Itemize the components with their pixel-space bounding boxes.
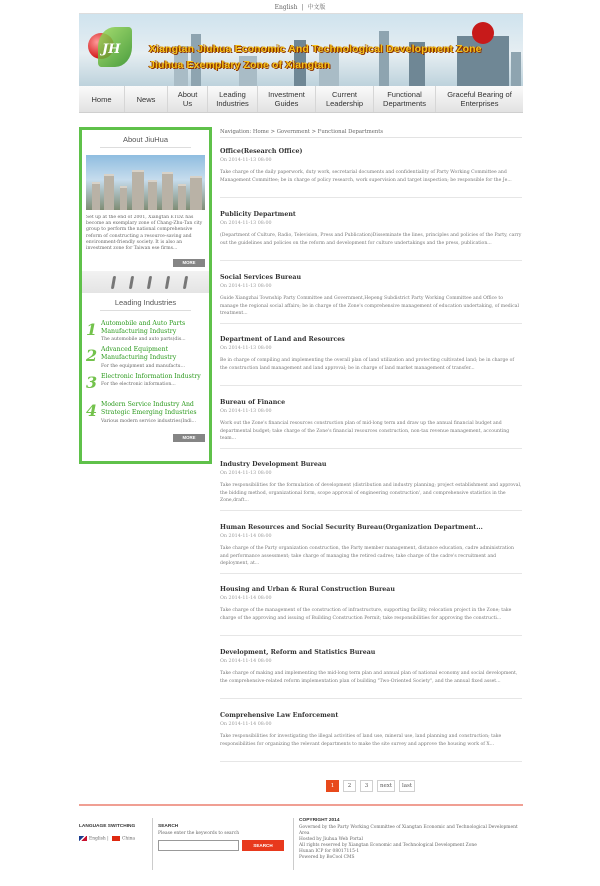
main-nav — [79, 86, 523, 113]
article-summary: Take charge of the Party organization construction, the Party member management, distance education, cadre administration and performance assessment; take charge of managing the retired cadres; take charge of the cadre's recruitment and deployment, at... — [220, 546, 514, 567]
article-divider — [220, 323, 522, 324]
pagination — [326, 780, 415, 792]
uk-flag-icon — [79, 836, 87, 841]
industry-desc: For the electronic information... — [101, 382, 176, 388]
article-item — [220, 586, 522, 636]
article-divider — [220, 448, 522, 449]
article-title-link[interactable]: Department of Land and Resources — [220, 336, 345, 343]
article-title-link[interactable]: Social Services Bureau — [220, 274, 302, 281]
article-divider — [220, 260, 522, 261]
industry-desc: Various modern service industries(Indi... — [101, 418, 196, 424]
article-item — [220, 274, 522, 324]
article-title-link[interactable]: Comprehensive Law Enforcement — [220, 712, 339, 719]
search-heading: SEARCH — [158, 824, 179, 829]
article-item — [220, 461, 522, 511]
article-item — [220, 399, 522, 449]
footer-separator — [293, 818, 294, 870]
photo-building — [190, 176, 202, 210]
copyright-line: All rights reserved by Xiangtan Economic and Technological Development Zone — [299, 843, 477, 849]
breadcrumb-divider — [220, 137, 522, 138]
about-text: Set up at the end of 2001, Xiangtan ETDZ has become an exemplary zone of Chang-Zhu-Tan city group to perform the national comprehensive reform of constructing a resource-saving and environment-friendly society. It is also an investment zone for Taiwan ese firms... — [86, 215, 203, 252]
industry-title-link[interactable]: Automobile and Auto Parts Manufacturing Industry — [101, 320, 186, 335]
industry-number: 3 — [86, 372, 98, 392]
industry-item — [86, 372, 205, 392]
china-footer-link[interactable]: China — [122, 836, 136, 842]
sidebar — [79, 127, 212, 464]
photo-building — [178, 184, 186, 210]
divider-mark — [147, 276, 152, 289]
page-3-button[interactable]: 3 — [360, 780, 373, 792]
article-date: On 2014-11-14 08:00 — [220, 534, 272, 539]
article-item — [220, 148, 522, 198]
article-summary: Be in charge of compiling and implementing the overall plan of land utilization and protecting cultivated land; be in charge of the construction land management and land approval; be in charge of land market management of transfer... — [220, 358, 515, 371]
logo-text: JH — [102, 42, 121, 57]
industry-title-link[interactable]: Advanced Equipment Manufacturing Industry — [101, 346, 177, 362]
english-footer-link[interactable]: English | — [89, 836, 109, 842]
nav-graceful-bearing[interactable]: Graceful Bearing of Enterprises — [447, 90, 512, 108]
nav-functional-departments[interactable]: Functional Departments — [374, 86, 436, 112]
page-1-button[interactable]: 1 — [326, 780, 339, 792]
search-section — [158, 818, 288, 870]
article-item — [220, 649, 522, 699]
city-photo[interactable] — [86, 155, 205, 210]
article-date: On 2014-11-13 08:00 — [220, 284, 272, 289]
nav-current-leadership[interactable]: Current Leadership — [316, 86, 374, 112]
industry-number: 2 — [86, 346, 98, 366]
photo-building — [162, 172, 173, 210]
industry-item — [86, 401, 205, 423]
industry-title-link[interactable]: Electronic Information Industry — [101, 372, 201, 380]
article-summary: Take charge of the management of the construction of infrastructure, supporting facility, relocation project in the Zone; take charge of the approving and issuing of Building Construction Permit; take responsibilities for approving the constructi... — [220, 608, 512, 621]
copyright-line: Hunan ICP for 08017115-1 — [299, 849, 360, 855]
heading-divider — [100, 310, 191, 311]
article-date: On 2014-11-13 08:00 — [220, 409, 272, 414]
article-item — [220, 211, 522, 261]
divider-mark — [165, 276, 170, 289]
language-switching-section — [79, 818, 149, 870]
footer-divider — [79, 804, 523, 806]
industry-item — [86, 346, 205, 368]
article-date: On 2014-11-14 08:00 — [220, 722, 272, 727]
photo-building — [120, 186, 127, 210]
copyright-line: Powered by BoCool CMS — [299, 855, 355, 861]
industry-item — [86, 320, 205, 342]
nav-news[interactable]: News — [125, 86, 168, 112]
search-button[interactable]: SEARCH — [242, 840, 284, 851]
nav-investment-guides[interactable]: Investment Guides — [258, 86, 316, 112]
industry-number: 4 — [86, 401, 98, 421]
english-link[interactable]: English — [274, 4, 298, 11]
photo-building — [148, 180, 157, 210]
article-date: On 2014-11-13 08:00 — [220, 346, 272, 351]
search-input[interactable] — [158, 840, 239, 851]
emblem-badge — [472, 22, 494, 44]
article-title-link[interactable]: Development, Reform and Statistics Bureau — [220, 649, 376, 656]
nav-home[interactable]: Home — [79, 86, 125, 112]
language-separator: | — [301, 4, 304, 11]
article-summary: Guide Xiangzhai Township Party Committee and Government,Hepeng Subdistrict Party Working Committee and Office to manage the regional social affairs; be in charge of the Zone's comprehensive management of education undertaking, of medical treatment... — [220, 296, 519, 317]
copyright-line: Hosted by Jiuhua Web Portal — [299, 837, 363, 843]
article-date: On 2014-11-14 08:00 — [220, 596, 272, 601]
article-summary: Take responsibilities for the formulation of development (distribution and industry planning; project establishment and approval, the bidding method, organizational form, scope approval of engineering construction', and comprehensive statistics in the Zone,draft... — [220, 483, 522, 504]
top-language-bar — [0, 2, 600, 11]
industry-number: 1 — [86, 320, 98, 339]
industries-more-button[interactable]: MORE — [173, 434, 205, 442]
page-2-button[interactable]: 2 — [343, 780, 356, 792]
article-divider — [220, 385, 522, 386]
article-date: On 2014-11-14 08:00 — [220, 659, 272, 664]
article-title-link[interactable]: Office(Research Office) — [220, 148, 303, 155]
article-summary: (Department of Culture, Radio, Television, Press and Publication)Disseminate the lines, principles and policies of the Party, carry out the guidelines and policies on the reform and development for culture undertakings and the press, publication... — [220, 233, 522, 246]
nav-about-us[interactable]: About Us — [168, 86, 208, 112]
article-summary: Work out the Zone's financial resources construction plan of mid-long term and draw up the annual financial budget and departmental budget; take charge of the Zone's financial resources construction, non-tax revenue management, accounting team... — [220, 421, 510, 442]
article-divider — [220, 635, 522, 636]
banner-building — [379, 31, 389, 86]
article-title-link[interactable]: Housing and Urban & Rural Construction Bureau — [220, 586, 395, 593]
article-title-link[interactable]: Human Resources and Social Security Bureau(Organization Department... — [220, 524, 483, 531]
article-title-link[interactable]: Publicity Department — [220, 211, 296, 218]
photo-building — [104, 174, 114, 210]
chinese-link[interactable]: 中文版 — [307, 4, 326, 11]
china-flag-icon — [112, 836, 120, 841]
banner-title: Xiangtan Jiuhua Economic And Technological Development Zone — [149, 43, 482, 55]
language-heading: LANGUAGE SWITCHING — [79, 824, 136, 829]
jiuhua-logo[interactable] — [88, 27, 132, 71]
article-item — [220, 336, 522, 386]
divider-mark — [183, 276, 188, 289]
search-hint: Please enter the keywords to search — [158, 831, 240, 836]
next-page-button[interactable]: next — [377, 780, 395, 792]
copyright-line: Governed by the Party Working Committee of Xiangtan Economic and Technological Development Area — [299, 825, 518, 837]
footer — [79, 818, 523, 870]
divider-mark — [111, 276, 116, 289]
nav-leading-industries[interactable]: Leading Industries — [208, 86, 258, 112]
industry-desc: The automobile and auto parts(dis... — [101, 337, 186, 343]
industry-desc: For the equipment and manufactu... — [101, 363, 186, 369]
article-divider — [220, 197, 522, 198]
language-links — [79, 836, 149, 843]
breadcrumb[interactable]: Navigation: Home > Government > Functional Departments — [220, 129, 384, 135]
decorative-divider — [82, 271, 209, 293]
divider-mark — [129, 276, 134, 289]
last-page-button[interactable]: last — [399, 780, 415, 792]
banner-building — [511, 52, 521, 86]
article-date: On 2014-11-13 08:00 — [220, 471, 272, 476]
article-item — [220, 524, 522, 574]
article-summary: Take charge of the daily paperwork, duty work, secretarial documents and confidentiality of Party Working Committee and Management Committee; be in charge of policy research, work supervision and target inspection; be responsible for the Je... — [220, 170, 512, 183]
article-divider — [220, 761, 522, 762]
article-summary: Take charge of making and implementing the mid-long term plan and annual plan of national economy and social development, the comprehensive-related reform implementation plan of building "Two-Oriented Society", and the annual fixed asset... — [220, 671, 518, 684]
heading-divider — [100, 147, 191, 148]
photo-building — [132, 170, 144, 210]
article-divider — [220, 698, 522, 699]
header-banner — [79, 13, 523, 86]
footer-separator — [152, 818, 153, 870]
photo-building — [92, 182, 100, 210]
article-title-link[interactable]: Industry Development Bureau — [220, 461, 327, 468]
article-item — [220, 712, 522, 762]
article-divider — [220, 573, 522, 574]
article-divider — [220, 510, 522, 511]
article-summary: Take responsibilities for investigating the illegal activities of land use, mineral use, land planning and construction; take responsibilities for organizing the relevant departments to make the site survey and approve the housing work of X... — [220, 734, 502, 747]
article-date: On 2014-11-13 08:00 — [220, 158, 272, 163]
industries-heading: Leading Industries — [114, 298, 177, 307]
about-more-button[interactable]: MORE — [173, 259, 205, 267]
banner-subtitle: Jiuhua Exemplary Zone of Xiangtan — [149, 59, 331, 71]
article-date: On 2014-11-13 08:00 — [220, 221, 272, 226]
copyright-heading: COPYRIGHT 2014 — [299, 818, 340, 823]
article-title-link[interactable]: Bureau of Finance — [220, 399, 286, 406]
copyright-section — [299, 818, 523, 870]
industry-title-link[interactable]: Modern Service Industry And Strategic Emerging Industries — [101, 401, 197, 417]
about-heading: About JiuHua — [122, 135, 169, 144]
